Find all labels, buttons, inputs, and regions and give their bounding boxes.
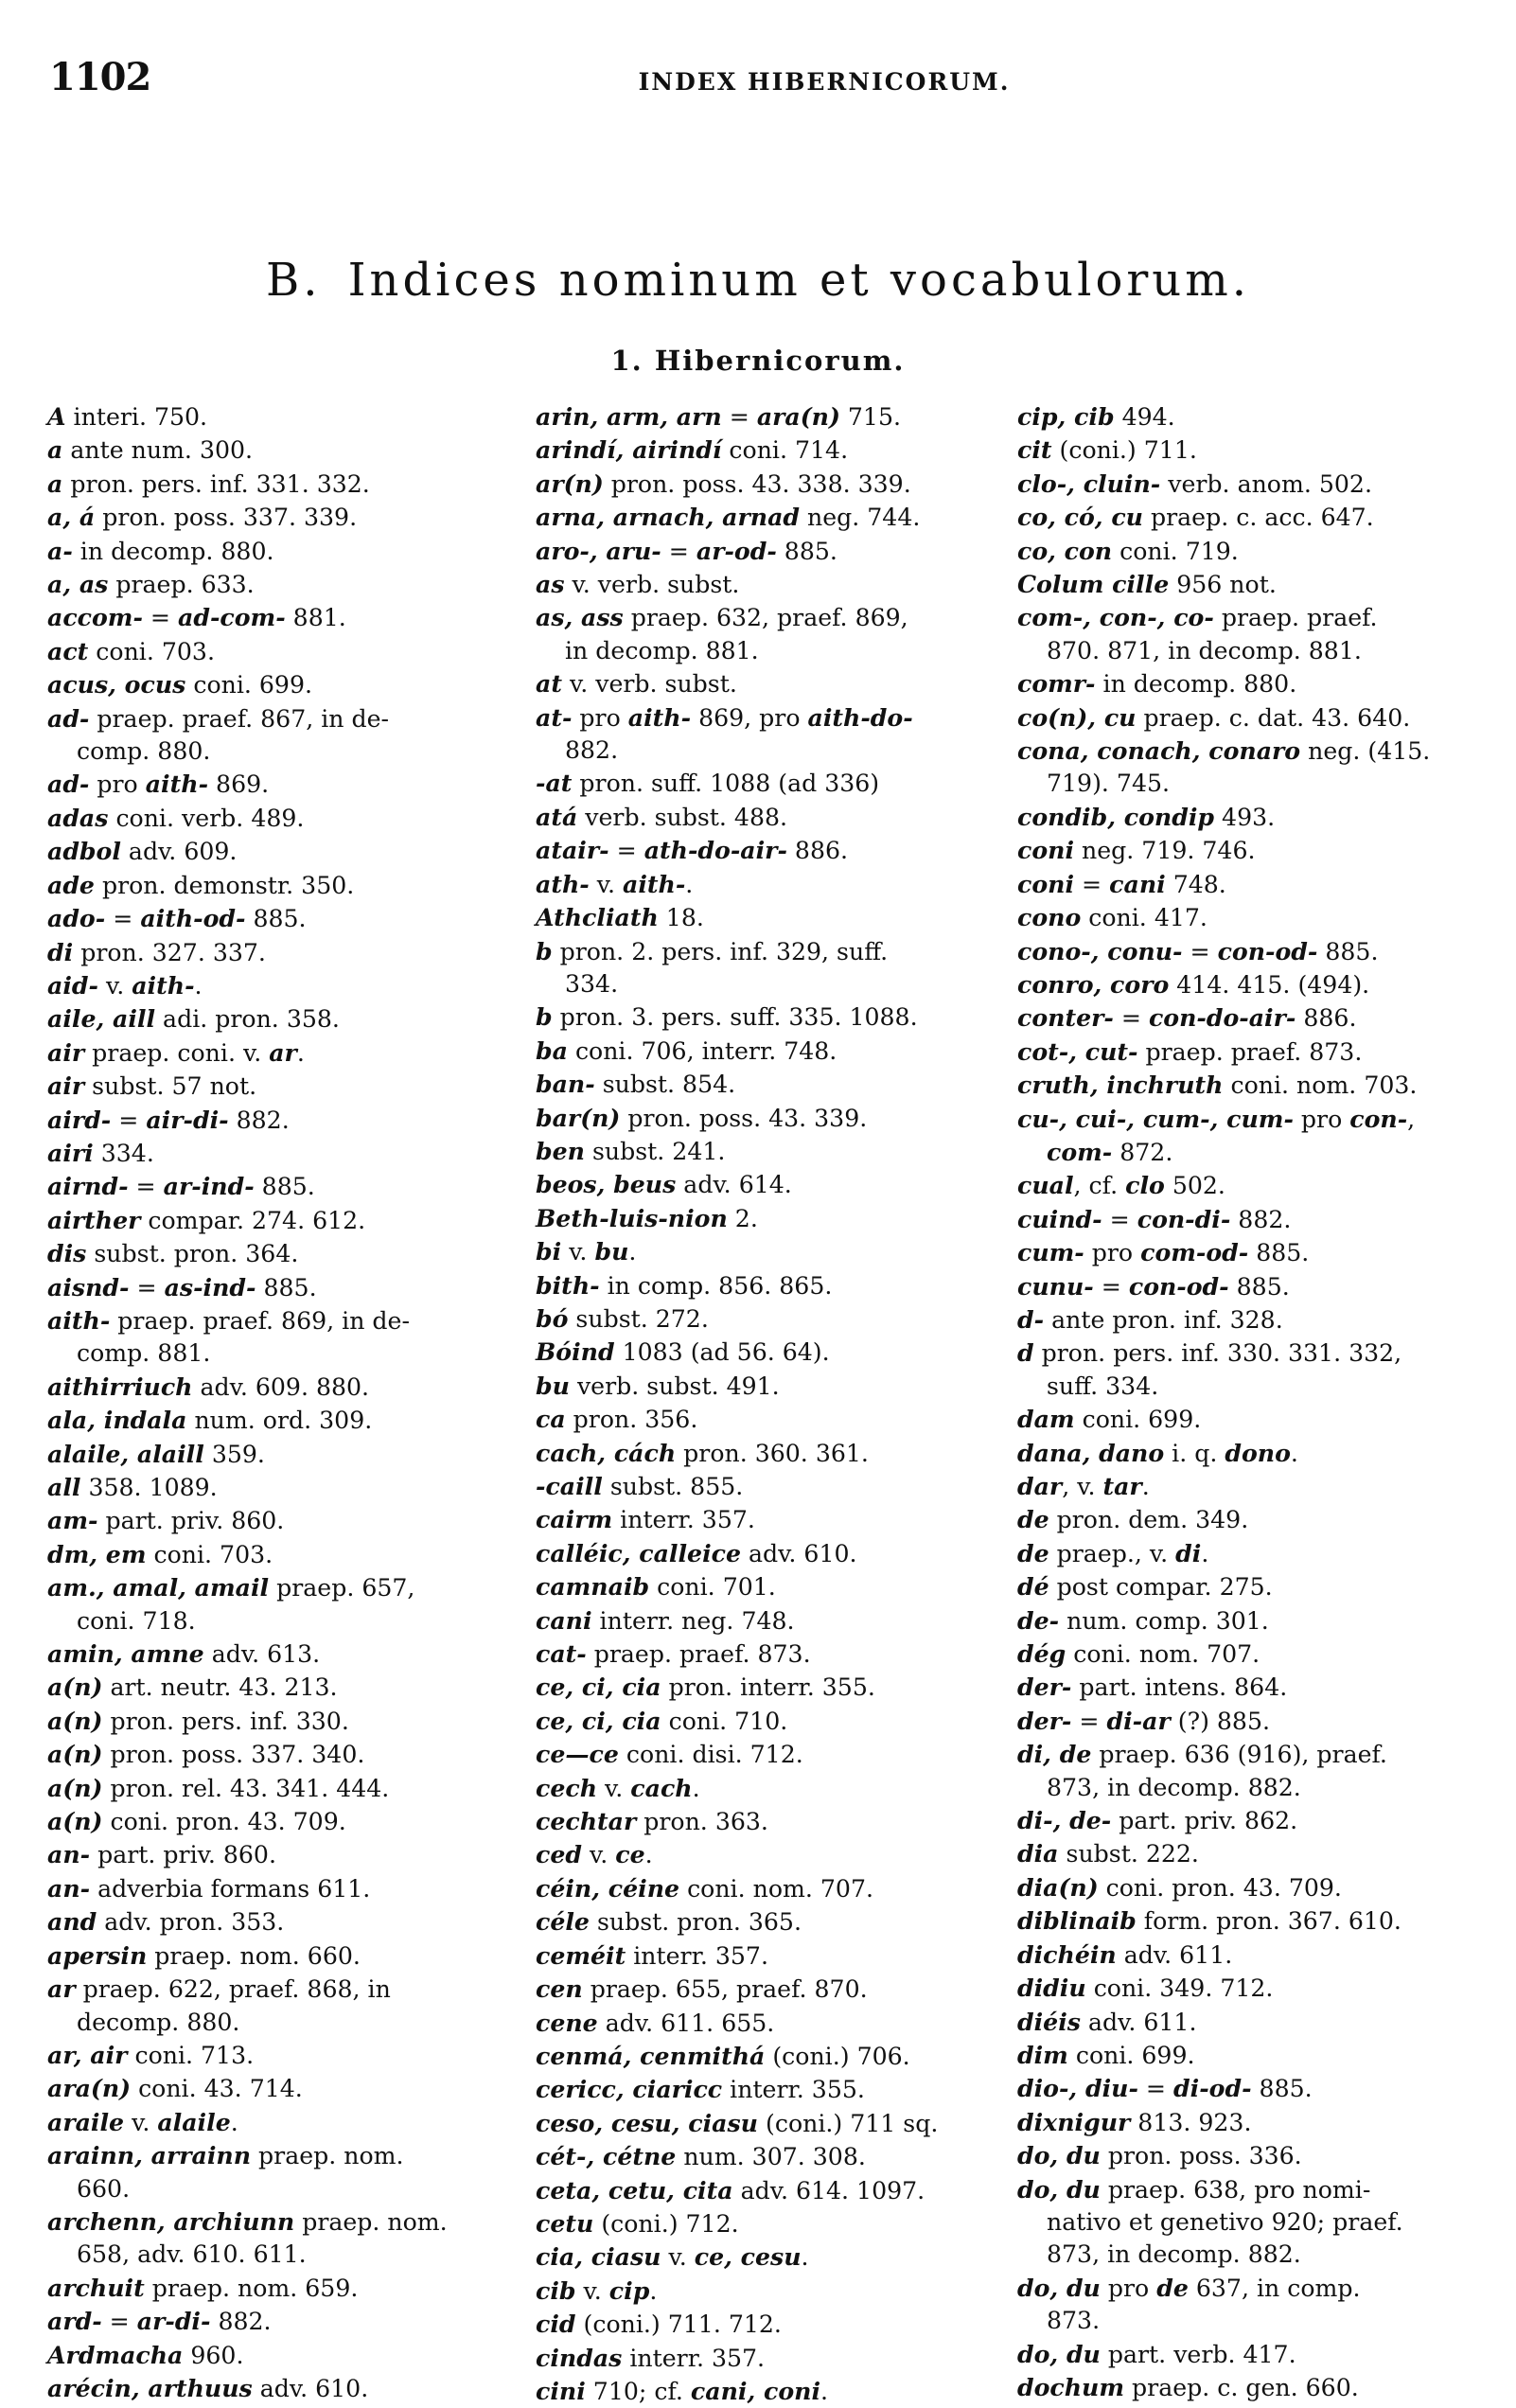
index-entry: am., amal, amail praep. 657, (47, 1573, 415, 1602)
index-entry: A interi. 750. (47, 402, 208, 431)
section-title-text: Indices nominum et vocabulorum. (347, 254, 1250, 307)
index-entry: do, du pron. poss. 336. (1017, 2141, 1302, 2170)
index-entry: dixnigur 813. 923. (1017, 2107, 1252, 2136)
index-entry: dia subst. 222. (1017, 1839, 1199, 1868)
index-entry: Bóind 1083 (ad 56. 64). (536, 1337, 830, 1367)
index-entry: cuind- = con-di- 882. (1017, 1204, 1292, 1233)
index-entry: co(n), cu praep. c. dat. 43. 640. (1017, 702, 1411, 732)
index-entry: arindí, airindí coni. 714. (536, 435, 849, 465)
index-entry: am- part. priv. 860. (47, 1506, 285, 1535)
index-entry: comp. 880. (77, 737, 211, 766)
index-entry: céle subst. pron. 365. (536, 1907, 802, 1937)
index-entry: a pron. pers. inf. 331. 332. (47, 469, 370, 498)
index-entry: cia, ciasu v. ce, cesu. (536, 2242, 809, 2272)
index-entry: comp. 881. (77, 1339, 211, 1368)
index-entry: a(n) pron. rel. 43. 341. 444. (47, 1773, 390, 1802)
index-entry: dio-, diu- = di-od- 885. (1017, 2074, 1313, 2103)
index-entry: cericc, ciaricc interr. 355. (536, 2075, 865, 2104)
index-entry: bu verb. subst. 491. (536, 1371, 780, 1400)
index-entry: airi 334. (47, 1138, 154, 1167)
index-entry: calléic, calleice adv. 610. (536, 1538, 857, 1567)
index-entry: adas coni. verb. 489. (47, 803, 305, 832)
index-entry: diéis adv. 611. (1017, 2007, 1197, 2036)
index-entry: co, con coni. 719. (1017, 536, 1239, 565)
running-head: INDEX HIBERNICORUM. (638, 68, 1011, 96)
index-entry: accom- = ad-com- 881. (47, 603, 346, 632)
index-entry: a- in decomp. 880. (47, 536, 274, 565)
index-entry: 719). 745. (1047, 770, 1170, 798)
index-entry: cunu- = con-od- 885. (1017, 1271, 1290, 1301)
index-entry: 873, in decomp. 882. (1047, 2240, 1301, 2269)
section-title (0, 254, 1516, 307)
index-entry: as v. verb. subst. (536, 570, 740, 599)
index-entry: cach, cách pron. 360. 361. (536, 1438, 869, 1467)
index-entry: cid (coni.) 711. 712. (536, 2310, 782, 2339)
index-entry: de pron. dem. 349. (1017, 1505, 1249, 1534)
index-entry: and adv. pron. 353. (47, 1907, 285, 1937)
page-number: 1102 (49, 55, 151, 99)
index-entry: arna, arnach, arnad neg. 744. (536, 503, 921, 532)
index-entry: di pron. 327. 337. (47, 937, 266, 966)
index-entry: an- part. priv. 860. (47, 1840, 276, 1869)
index-entry: ard- = ar-di- 882. (47, 2307, 272, 2336)
index-entry: a(n) pron. pers. inf. 330. (47, 1706, 349, 1735)
index-entry: ce, ci, cia coni. 710. (536, 1706, 788, 1735)
index-entry: ath- v. aith-. (536, 869, 694, 898)
section-letter: B. (266, 254, 322, 307)
index-entry: cat- praep. praef. 873. (536, 1639, 811, 1669)
index-entry: archuit praep. nom. 659. (47, 2273, 359, 2302)
index-entry: camnaib coni. 701. (536, 1572, 776, 1602)
index-entry: airther compar. 274. 612. (47, 1205, 366, 1234)
index-entry: as, ass praep. 632, praef. 869, (536, 603, 908, 632)
index-entry: cip, cib 494. (1017, 402, 1175, 431)
index-entry: adbol adv. 609. (47, 837, 238, 866)
index-entry: aid- v. aith-. (47, 970, 203, 1000)
index-entry: aird- = air-di- 882. (47, 1105, 290, 1134)
index-entry: bar(n) pron. poss. 43. 339. (536, 1103, 868, 1132)
index-entry: ala, indala num. ord. 309. (47, 1406, 373, 1435)
index-entry: dochum praep. c. gen. 660. (1017, 2372, 1359, 2401)
index-entry: beos, beus adv. 614. (536, 1170, 792, 1199)
index-entry: 658, adv. 610. 611. (77, 2240, 307, 2269)
index-entry: 882. (565, 736, 619, 765)
index-entry: ced v. ce. (536, 1840, 653, 1869)
index-entry: d- ante pron. inf. 328. (1017, 1304, 1283, 1334)
index-entry: de- num. comp. 301. (1017, 1605, 1269, 1635)
index-entry: cini 710; cf. cani, coni. (536, 2376, 829, 2405)
index-entry: 873. (1047, 2307, 1101, 2335)
index-entry: di-, de- part. priv. 862. (1017, 1806, 1298, 1835)
index-entry: decomp. 880. (77, 2008, 240, 2036)
index-entry: ade pron. demonstr. 350. (47, 870, 355, 899)
index-entry: dichéin adv. 611. (1017, 1939, 1233, 1969)
index-entry: ad- praep. praef. 867, in de- (47, 703, 390, 733)
index-entry: cindas interr. 357. (536, 2343, 766, 2372)
index-entry: didiu coni. 349. 712. (1017, 1974, 1274, 2003)
index-entry: ar praep. 622, praef. 868, in (47, 1974, 391, 2004)
index-entry: apersin praep. nom. 660. (47, 1940, 361, 1970)
index-entry: cetu (coni.) 712. (536, 2208, 739, 2238)
index-entry: ceso, cesu, ciasu (coni.) 711 sq. (536, 2108, 939, 2137)
index-entry: act coni. 703. (47, 636, 215, 665)
index-entry: nativo et genetivo 920; praef. (1047, 2207, 1403, 2236)
index-entry: ca pron. 356. (536, 1405, 698, 1434)
index-entry: cech v. cach. (536, 1773, 700, 1802)
index-entry: cona, conach, conaro neg. (415. (1017, 736, 1431, 766)
index-column-3 (1017, 400, 1500, 2401)
index-entry: atá verb. subst. 488. (536, 802, 788, 831)
index-entry: ben subst. 241. (536, 1136, 726, 1165)
index-entry: a ante num. 300. (47, 435, 254, 465)
index-entry: cani interr. neg. 748. (536, 1605, 795, 1635)
index-entry: bi v. bu. (536, 1237, 637, 1266)
index-entry: -caill subst. 855. (536, 1472, 744, 1500)
index-entry: a(n) art. neutr. 43. 213. (47, 1673, 338, 1702)
index-entry: com- 872. (1047, 1137, 1173, 1166)
index-entry: dm, em coni. 703. (47, 1539, 273, 1568)
index-entry: der- = di-ar (?) 885. (1017, 1706, 1270, 1735)
index-entry: ceta, cetu, cita adv. 614. 1097. (536, 2175, 925, 2204)
index-entry: at- pro aith- 869, pro aith-do- (536, 702, 913, 732)
index-entry: in decomp. 881. (565, 636, 759, 664)
index-entry: der- part. intens. 864. (1017, 1673, 1288, 1702)
index-entry: airnd- = ar-ind- 885. (47, 1172, 315, 1201)
index-entry: aro-, aru- = ar-od- 885. (536, 536, 837, 565)
index-entry: Athcliath 18. (536, 903, 704, 932)
index-entry: a(n) pron. poss. 337. 340. (47, 1740, 365, 1769)
index-entry: clo-, cluin- verb. anom. 502. (1017, 469, 1372, 498)
index-entry: ban- subst. 854. (536, 1070, 736, 1099)
index-entry: ado- = aith-od- 885. (47, 904, 307, 933)
index-column-2 (536, 400, 999, 2405)
index-entry: Ardmacha 960. (47, 2340, 244, 2369)
index-entry: cenmá, cenmithá (coni.) 706. (536, 2041, 910, 2070)
index-entry: cen praep. 655, praef. 870. (536, 1974, 868, 2004)
index-entry: diblinaib form. pron. 367. 610. (1017, 1906, 1401, 1936)
index-entry: cairm interr. 357. (536, 1505, 755, 1534)
index-entry: do, du praep. 638, pro nomi- (1017, 2174, 1371, 2204)
index-entry: cual, cf. clo 502. (1017, 1171, 1225, 1200)
index-entry: cib v. cip. (536, 2275, 658, 2305)
index-entry: ar(n) pron. poss. 43. 338. 339. (536, 469, 911, 498)
index-entry: arin, arm, arn = ara(n) 715. (536, 402, 901, 431)
index-entry: an- adverbia formans 611. (47, 1873, 371, 1903)
index-entry: dia(n) coni. pron. 43. 709. (1017, 1872, 1342, 1902)
index-entry: condib, condip 493. (1017, 802, 1276, 831)
index-entry: all 358. 1089. (47, 1473, 218, 1501)
index-entry: cechtar pron. 363. (536, 1807, 768, 1836)
index-entry: ce, ci, cia pron. interr. 355. (536, 1673, 875, 1702)
index-entry: aile, aill adi. pron. 358. (47, 1004, 340, 1034)
index-entry: cene adv. 611. 655. (536, 2008, 775, 2037)
index-entry: aithirriuch adv. 609. 880. (47, 1372, 370, 1401)
index-entry: dana, dano i. q. dono. (1017, 1438, 1298, 1467)
index-entry: de praep., v. di. (1017, 1538, 1209, 1567)
index-entry: cruth, inchruth coni. nom. 703. (1017, 1071, 1418, 1100)
index-entry: do, du part. verb. 417. (1017, 2339, 1296, 2368)
index-entry: ad- pro aith- 869. (47, 770, 270, 799)
index-entry: com-, con-, co- praep. praef. (1017, 603, 1378, 632)
index-entry: bó subst. 272. (536, 1303, 709, 1333)
index-entry: cot-, cut- praep. praef. 873. (1017, 1036, 1363, 1066)
index-entry: ara(n) coni. 43. 714. (47, 2074, 303, 2103)
index-entry: araile v. alaile. (47, 2107, 238, 2136)
index-entry: a, as praep. 633. (47, 570, 255, 599)
index-entry: dé post compar. 275. (1017, 1572, 1273, 1602)
index-entry: b pron. 2. pers. inf. 329, suff. (536, 936, 889, 965)
index-entry: at v. verb. subst. (536, 669, 737, 699)
index-entry: bith- in comp. 856. 865. (536, 1270, 833, 1300)
subsection-title: 1. Hibernicorum. (610, 345, 906, 377)
index-entry: 660. (77, 2174, 131, 2203)
index-entry: 873, in decomp. 882. (1047, 1773, 1301, 1801)
index-entry: 334. (565, 969, 619, 998)
index-entry: co, có, cu praep. c. acc. 647. (1017, 503, 1374, 532)
index-entry: aisnd- = as-ind- 885. (47, 1272, 317, 1301)
index-entry: arainn, arrainn praep. nom. (47, 2141, 404, 2170)
index-entry: dar, v. tar. (1017, 1472, 1150, 1500)
index-entry: Colum cille 956 not. (1017, 570, 1277, 599)
index-entry: a(n) coni. pron. 43. 709. (47, 1807, 346, 1836)
index-entry: suff. 334. (1047, 1372, 1159, 1400)
index-entry: archenn, archiunn praep. nom. (47, 2206, 448, 2236)
index-entry: conter- = con-do-air- 886. (1017, 1003, 1357, 1033)
index-entry: ar, air coni. 713. (47, 2040, 255, 2069)
index-entry: dim coni. 699. (1017, 2040, 1195, 2069)
index-column-1 (47, 400, 502, 2402)
index-entry: -at pron. suff. 1088 (ad 336) (536, 769, 880, 798)
index-entry: ceméit interr. 357. (536, 1940, 768, 1970)
index-entry: coni. 718. (77, 1606, 196, 1635)
index-entry: 870. 871, in decomp. 881. (1047, 636, 1362, 664)
index-entry: céin, céine coni. nom. 707. (536, 1873, 873, 1903)
index-entry: cét-, cétne num. 307. 308. (536, 2142, 866, 2171)
index-entry: arécin, arthuus adv. 610. (47, 2373, 369, 2402)
index-entry: conro, coro 414. 415. (494). (1017, 969, 1370, 999)
index-entry: cit (coni.) 711. (1017, 435, 1197, 465)
index-entry: cum- pro com-od- 885. (1017, 1238, 1310, 1267)
index-entry: cono-, conu- = con-od- 885. (1017, 936, 1379, 965)
index-entry: cu-, cui-, cum-, cum- pro con-, (1017, 1104, 1416, 1133)
index-entry: dég coni. nom. 707. (1017, 1639, 1260, 1669)
index-entry: acus, ocus coni. 699. (47, 670, 312, 699)
index-entry: aith- praep. praef. 869, in de- (47, 1305, 410, 1335)
index-entry: d pron. pers. inf. 330. 331. 332, (1017, 1338, 1402, 1368)
index-entry: b pron. 3. pers. suff. 335. 1088. (536, 1002, 918, 1032)
index-entry: dis subst. pron. 364. (47, 1239, 299, 1268)
index-entry: di, de praep. 636 (916), praef. (1017, 1740, 1387, 1769)
index-entry: coni neg. 719. 746. (1017, 836, 1256, 865)
index-entry: coni = cani 748. (1017, 869, 1226, 898)
index-entry: dam coni. 699. (1017, 1405, 1202, 1434)
index-entry: alaile, alaill 359. (47, 1439, 265, 1468)
index-entry: ba coni. 706, interr. 748. (536, 1036, 837, 1065)
index-entry: air subst. 57 not. (47, 1071, 257, 1101)
index-entry: amin, amne adv. 613. (47, 1639, 321, 1669)
index-entry: air praep. coni. v. ar. (47, 1037, 305, 1067)
index-entry: a, á pron. poss. 337. 339. (47, 503, 358, 532)
index-entry: do, du pro de 637, in comp. (1017, 2273, 1361, 2302)
index-entry: comr- in decomp. 880. (1017, 669, 1297, 699)
index-entry: Beth-luis-nion 2. (536, 1203, 758, 1232)
index-entry: cono coni. 417. (1017, 903, 1208, 932)
index-entry: ce—ce coni. disi. 712. (536, 1740, 803, 1769)
index-entry: atair- = ath-do-air- 886. (536, 836, 848, 865)
